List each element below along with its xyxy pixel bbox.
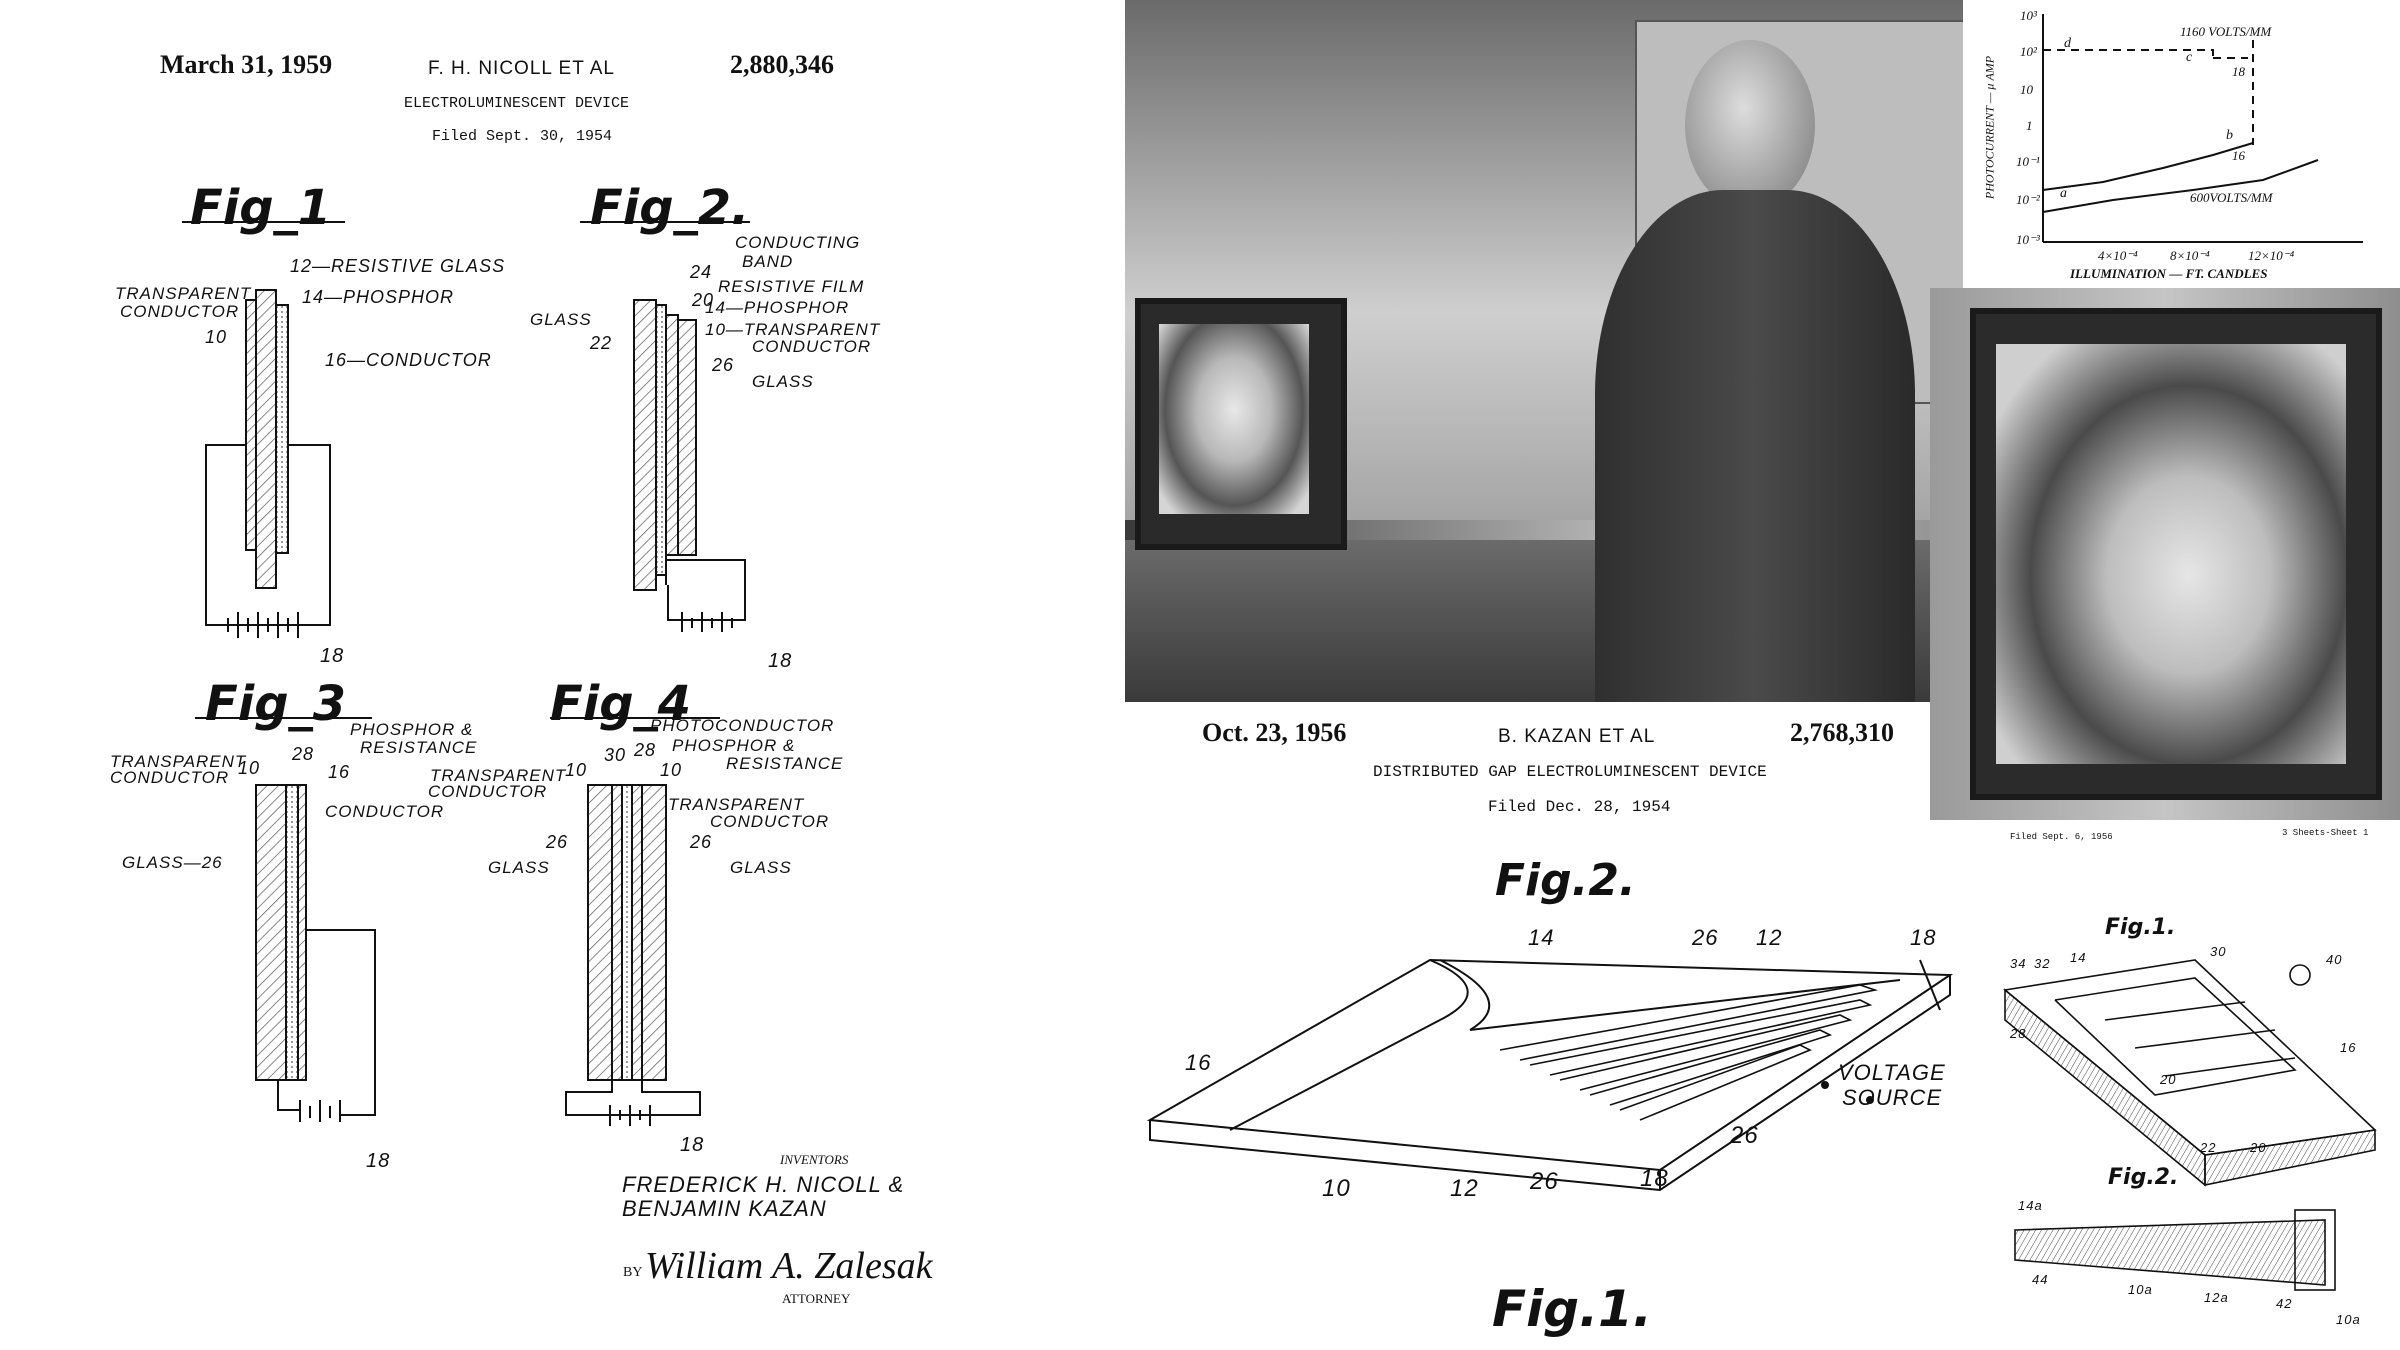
fig2-label-glass-26: GLASS [752, 372, 814, 391]
fig1-label-resistive-glass: 12—RESISTIVE GLASS [290, 256, 506, 276]
fig1-label-conductor: CONDUCTOR [120, 302, 240, 321]
patent2-label-16: 16 [1185, 1050, 1212, 1075]
fig3-label-transparent: TRANSPARENT [110, 752, 247, 771]
fig3-label-16: 16 [328, 762, 351, 782]
graph-xlabel: ILLUMINATION — FT. CANDLES [2070, 266, 2268, 281]
inventor-name-1: FREDERICK H. NICOLL & [622, 1172, 905, 1197]
patent2-drawing [1140, 900, 1980, 1200]
graph-ytick-2: 10² [2020, 44, 2037, 59]
patent2-label-voltage: VOLTAGE [1838, 1060, 1946, 1085]
fig2-label-phosphor: 14—PHOSPHOR [705, 298, 850, 317]
patent3-label-14a: 14a [2018, 1198, 2043, 1213]
patent3-label-42: 42 [2276, 1296, 2293, 1311]
patent2-number: 2,768,310 [1790, 718, 1894, 747]
patent2-label-26-top: 26 [1692, 925, 1719, 950]
by-label: BY [623, 1265, 643, 1280]
fig2-label-20: 20 [692, 290, 715, 310]
patent2-fig2-title: Fig.2. [1495, 855, 1636, 906]
fig2-label-18: 18 [768, 650, 793, 672]
fig3-label-resistance: RESISTANCE [360, 738, 478, 757]
fig4-label-10a: 10 [565, 760, 588, 780]
patent3-label-40: 40 [2326, 952, 2343, 967]
graph-curve-label-600: 600VOLTS/MM [2190, 190, 2273, 205]
photo-display-portrait [1930, 288, 2400, 820]
fig4-label-glass-left: GLASS [488, 858, 550, 877]
patent2-label-10: 10 [1322, 1175, 1351, 1202]
graph-ytick-4: 1 [2026, 118, 2033, 133]
fig2-label-transparent: 10—TRANSPARENT [705, 320, 881, 339]
fig3-label-glass: GLASS—26 [122, 853, 223, 872]
fig3-label-conductor-16: CONDUCTOR [325, 802, 445, 821]
patent3-label-20b: 20 [2250, 1140, 2267, 1155]
fig3-title: Fig_3 [205, 676, 346, 732]
fig4-label-conductor-right: CONDUCTOR [710, 812, 830, 831]
patent2-label-18-top: 18 [1910, 925, 1937, 950]
patent1-inventor: F. H. NICOLL ET AL [428, 58, 615, 79]
patent2-title: DISTRIBUTED GAP ELECTROLUMINESCENT DEVICE [1373, 763, 1767, 781]
graph-point-a: a [2060, 186, 2067, 201]
patent2-fig1-title: Fig.1. [1492, 1280, 1652, 1338]
fig4-label-26-left: 26 [546, 832, 569, 852]
fig4-label-transparent: TRANSPARENT [430, 766, 567, 785]
graph-xtick-1: 4×10⁻⁴ [2098, 248, 2138, 263]
fig2-label-conducting: CONDUCTING [735, 233, 861, 252]
graph-ytick-1: 10³ [2020, 8, 2037, 23]
fig2-label-22: 22 [590, 333, 613, 353]
patent3-label-22: 22 [2200, 1140, 2217, 1155]
patent2-label-12-bottom: 12 [1450, 1175, 1479, 1202]
fig4-label-transparent-right: TRANSPARENT [668, 795, 805, 814]
graph-ytick-6: 10⁻² [2016, 192, 2040, 207]
fig4-label-photoconductor: PHOTOCONDUCTOR [650, 716, 835, 735]
fig4-label-28: 28 [634, 740, 657, 760]
patent3-filed: Filed Sept. 6, 1956 [2010, 832, 2113, 842]
fig4-label-26-right: 26 [690, 832, 713, 852]
fig3-label-phosphor: PHOSPHOR & [350, 720, 474, 739]
graph-point-b: b [2226, 128, 2233, 143]
patent3-fig2-title: Fig.2. [2108, 1165, 2179, 1190]
fig2-label-resistive-film: RESISTIVE FILM [718, 277, 865, 296]
patent3-label-34: 34 [2010, 956, 2027, 971]
patent3-label-28: 28 [2010, 1026, 2027, 1041]
patent1-filed: Filed Sept. 30, 1954 [432, 128, 613, 145]
patent2-label-26-bottom: 26 [1530, 1168, 1559, 1195]
attorney-signature: William A. Zalesak [645, 1245, 933, 1287]
fig4-title: Fig_4 [550, 676, 691, 732]
patent3-label-44: 44 [2032, 1272, 2049, 1287]
photo-display-screen [1135, 298, 1347, 550]
attorney-label: ATTORNEY [782, 1291, 851, 1306]
patent2-label-18-bottom: 18 [1640, 1165, 1669, 1192]
fig4-label-resistance: RESISTANCE [726, 754, 844, 773]
graph-point-16: 16 [2232, 148, 2245, 163]
photo-man-suit [1595, 190, 1915, 702]
photo-man-figure [1575, 40, 1935, 702]
graph-ytick-7: 10⁻³ [2016, 232, 2040, 247]
patent3-label-12a: 12a [2204, 1290, 2229, 1305]
patent3-label-32: 32 [2034, 956, 2051, 971]
patent1-drawings [0, 0, 1120, 1350]
fig3-label-conductor: CONDUCTOR [110, 768, 230, 787]
patent1-date: March 31, 1959 [160, 50, 333, 79]
patent2-filed: Filed Dec. 28, 1954 [1488, 798, 1671, 816]
fig4-label-conductor: CONDUCTOR [428, 782, 548, 801]
graph-point-c: c [2186, 50, 2193, 65]
graph-point-18: 18 [2232, 64, 2245, 79]
photo-display-face [1159, 324, 1309, 514]
inventors-heading: INVENTORS [780, 1152, 849, 1167]
fig4-label-glass-right: GLASS [730, 858, 792, 877]
fig2-label-conductor: CONDUCTOR [752, 337, 872, 356]
patent3-label-30: 30 [2210, 944, 2227, 959]
patent3-label-10a: 10a [2128, 1282, 2153, 1297]
fig3-label-18: 18 [366, 1150, 391, 1172]
fig3-label-28: 28 [292, 744, 315, 764]
patent2-label-26-right: 26 [1730, 1122, 1759, 1149]
fig4-label-30: 30 [604, 745, 627, 765]
fig1-label-10: 10 [205, 327, 228, 347]
patent3-label-10a-right: 10a [2336, 1312, 2361, 1327]
fig2-label-band: BAND [742, 252, 794, 271]
patent1-number: 2,880,346 [730, 50, 834, 79]
patent3-label-20: 20 [2160, 1072, 2177, 1087]
patent2-label-source: SOURCE [1842, 1085, 1943, 1110]
photo-man-with-display [1125, 0, 1963, 702]
fig2-label-26: 26 [712, 355, 735, 375]
graph-ytick-5: 10⁻¹ [2016, 154, 2040, 169]
graph-curve-label-1160: 1160 VOLTS/MM [2180, 24, 2272, 39]
fig4-label-10b: 10 [660, 760, 683, 780]
graph-ylabel: PHOTOCURRENT — μ AMP [1982, 55, 1997, 200]
fig1-label-conductor-16: 16—CONDUCTOR [325, 350, 492, 370]
inventor-name-2: BENJAMIN KAZAN [622, 1196, 827, 1221]
fig1-label-18: 18 [320, 645, 345, 667]
fig2-title: Fig_2. [590, 180, 750, 236]
patent2-label-12-top: 12 [1756, 925, 1783, 950]
patent3-label-14: 14 [2070, 950, 2087, 965]
patent3-label-16: 16 [2340, 1040, 2357, 1055]
patent1-title: ELECTROLUMINESCENT DEVICE [404, 95, 630, 112]
fig2-label-24: 24 [690, 262, 713, 282]
fig1-title: Fig_1 [190, 180, 331, 236]
fig4-label-phosphor: PHOSPHOR & [672, 736, 796, 755]
photo-portrait-face [1996, 344, 2346, 764]
fig1-label-transparent: TRANSPARENT [115, 284, 252, 303]
photo-portrait-frame [1970, 308, 2382, 800]
fig1-label-phosphor: 14—PHOSPHOR [302, 287, 455, 307]
fig3-label-10: 10 [238, 758, 261, 778]
patent2-label-14: 14 [1528, 925, 1555, 950]
fig2-label-glass: GLASS [530, 310, 592, 329]
patent2-inventor: B. KAZAN ET AL [1498, 726, 1656, 747]
graph-xtick-3: 12×10⁻⁴ [2248, 248, 2295, 263]
patent3-sheet: 3 Sheets-Sheet 1 [2282, 828, 2369, 838]
photo-man-head [1685, 40, 1815, 210]
patent3-drawings [1995, 930, 2395, 1320]
patent2-date: Oct. 23, 1956 [1202, 718, 1347, 747]
graph-ytick-3: 10 [2020, 82, 2033, 97]
graph-point-d: d [2064, 36, 2071, 51]
patent3-fig1-title: Fig.1. [2105, 915, 2176, 940]
fig4-label-18: 18 [680, 1134, 705, 1156]
graph-xtick-2: 8×10⁻⁴ [2170, 248, 2210, 263]
